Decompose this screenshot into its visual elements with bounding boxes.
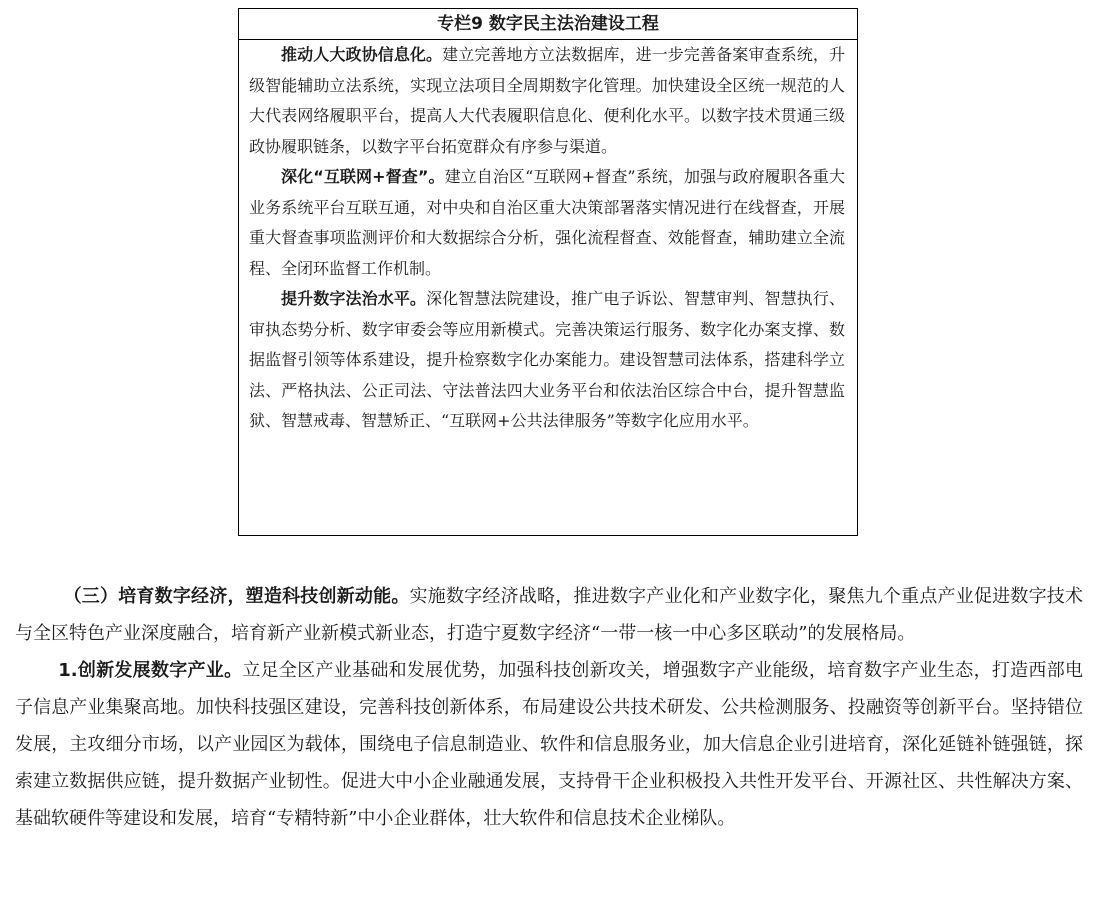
box-item-lead: 提升数字法治水平。 [281,289,427,308]
box-item-text: 建立完善地方立法数据库，进一步完善备案审查系统，升级智能辅助立法系统，实现立法项目全周期数字化管理。加快建设全区统一规范的人大代表网络履职平台，提高人大代表履职信息化、便利化水平。以数字技术贯通三级政协履职链条，以数字平台拓宽群众有序参与渠道。 [249,45,845,156]
box-body [239,40,857,437]
paragraph-text: 立足全区产业基础和发展优势，加强科技创新攻关，增强数字产业能级，培育数字产业生态，打造西部电子信息产业集聚高地。加快科技强区建设，完善科技创新体系，布局建设公共技术研发、公共检测服务、投融资等创新平台。坚持错位发展，主攻细分市场，以产业园区为载体，围绕电子信息制造业、软件和信息服务业，加大信息企业引进培育，深化延链补链强链，探索建立数据供应链，提升数据产业韧性。促进大中小企业融通发展，支持骨干企业积极投入共性开发平台、开源社区、共性解决方案、基础软硬件等建设和发展，培育“专精特新”中小企业群体，壮大软件和信息技术企业梯队。 [15,660,1083,829]
box-item-lead: 推动人大政协信息化。 [281,45,443,64]
section-paragraph-digital-industry [15,652,1083,837]
section-heading: （三）培育数字经济，塑造科技创新动能。 [63,586,410,607]
section-paragraph-digital-economy [15,578,1083,652]
box-item-digital-rule-of-law [249,284,845,437]
box-item-npc-cppcc [249,40,845,162]
feature-box [238,8,858,536]
main-text [15,578,1083,837]
box-item-text: 建立自治区“互联网+督查”系统，加强与政府履职各重大业务系统平台互联互通，对中央和自治区重大决策部署落实情况进行在线督查，开展重大督查事项监测评价和大数据综合分析，强化流程督查、效能督查，辅助建立全流程、全闭环监督工作机制。 [249,167,845,278]
subsection-heading: 1.创新发展数字产业。 [58,660,243,681]
box-item-text: 深化智慧法院建设，推广电子诉讼、智慧审判、智慧执行、审执态势分析、数字审委会等应用新模式。完善决策运行服务、数字化办案支撑、数据监督引领等体系建设，提升检察数字化办案能力。建设智慧司法体系，搭建科学立法、严格执法、公正司法、守法普法四大业务平台和依法治区综合中台，提升智慧监狱、智慧戒毒、智慧矫正、“互联网+公共法律服务”等数字化应用水平。 [249,289,845,430]
box-item-lead: 深化“互联网+督查”。 [281,167,445,186]
paragraph-text: 实施数字经济战略，推进数字产业化和产业数字化，聚焦九个重点产业促进数字技术与全区特色产业深度融合，培育新产业新模式新业态，打造宁夏数字经济“一带一核一中心多区联动”的发展格局。 [15,586,1084,644]
box-item-internet-supervision [249,162,845,284]
box-title: 专栏9 数字民主法治建设工程 [239,9,857,40]
